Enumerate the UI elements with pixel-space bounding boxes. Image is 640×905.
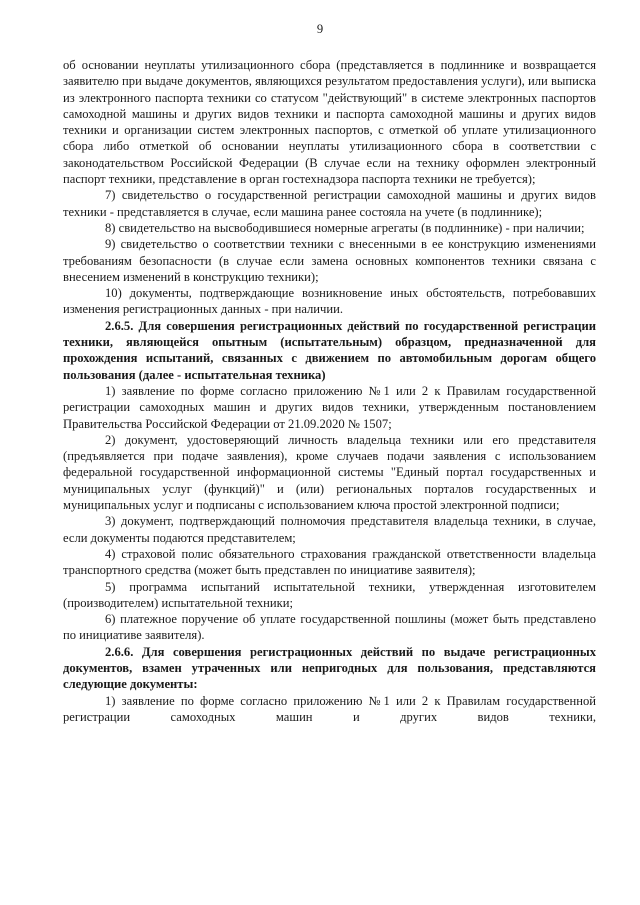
paragraph-item-8: 8) свидетельство на высвободившиеся номерные агрегаты (в подлиннике) - при наличии; (105, 220, 585, 235)
paragraph-2-6-6-item-1: 1) заявление по форме согласно приложению №1 или 2 к Правилам государственной регистрации самоходных машин и других видов техники, (63, 693, 596, 724)
section-2-6-5-bold: 2.6.5. Для совершения регистрационных действий по государственной регистрации техники, являющейся опытным (испытательным) образцом, предназначенной для прохождения испытаний, связанных с движением по автомобильным дорогам общего пользования (далее - испытательная техника) (63, 318, 596, 382)
paragraph-continuation: об основании неуплаты утилизационного сбора (представляется в подлиннике и возвращается заявителю при выдаче документов, являющихся результатом предоставления услуги), или выписка из электронного паспорта техники со статусом "действующий" в системе электронных паспортов самоходной машины и других видов техники и паспорта самоходной машины и других видов техники и организации систем электронных паспортов, с отметкой об уплате утилизационного сбора либо отметкой об основании неуплаты утилизационного сбора в соответствии с законодательством Российской Федерации (В случае если на технику оформлен электронный паспорт техники, представление в орган гостехнадзора паспорта техники не требуется); (63, 58, 596, 187)
document-body (63, 57, 596, 725)
section-2-6-6-heading (63, 644, 596, 693)
paragraph-2-6-5-item-4: 4) страховой полис обязательного страхования гражданской ответственности владельца транспортного средства (может быть представлен по инициативе заявителя); (63, 546, 596, 578)
paragraph-item-7: 7) свидетельство о государственной регистрации самоходной машины и других видов техники - представляется в случае, если машина ранее состояла на учете (в подлиннике); (63, 188, 596, 219)
paragraph-2-6-5-item-6: 6) платежное поручение об уплате государственной пошлины (может быть представлено по инициативе заявителя). (63, 612, 596, 643)
paragraph-item-10: 10) документы, подтверждающие возникновение иных обстоятельств, потребовавших изменения регистрационных данных - при наличии. (63, 286, 596, 317)
section-2-6-5-heading (63, 318, 596, 383)
section-2-6-6-bold: 2.6.6. Для совершения регистрационных действий по выдаче регистрационных документов, взамен утраченных или непригодных для пользования, представляются следующие документы: (63, 644, 596, 692)
paragraph-item-9: 9) свидетельство о соответствии техники с внесенными в ее конструкцию изменениями требованиям безопасности (в случае если замена основных компонентов техники связана с внесением изменений в конструкцию техники); (63, 237, 596, 284)
paragraph-2-6-5-item-5: 5) программа испытаний испытательной техники, утвержденная изготовителем (производителем) испытательной техники; (63, 579, 596, 610)
page-number: 9 (316, 22, 324, 36)
paragraph-2-6-5-item-1: 1) заявление по форме согласно приложению №1 или 2 к Правилам государственной регистрации самоходных машин и других видов техники, утвержденным постановлением Правительства Российской Федерации от 21.09.2020 № 1507; (63, 383, 596, 431)
paragraph-2-6-5-item-2: 2) документ, удостоверяющий личность владельца техники или его представителя (предъявляется при подаче заявления), кроме случаев подачи заявления с использованием федеральной государственной информационной системы "Единый портал государственных и муниципальных услуг (функций)" и (или) региональных порталов государственных и муниципальных услуг и подписаны с использованием ключа простой электронной подписи; (63, 432, 596, 513)
paragraph-2-6-5-item-3: 3) документ, подтверждающий полномочия представителя владельца техники, в случае, если документы подаются представителем; (63, 514, 596, 545)
